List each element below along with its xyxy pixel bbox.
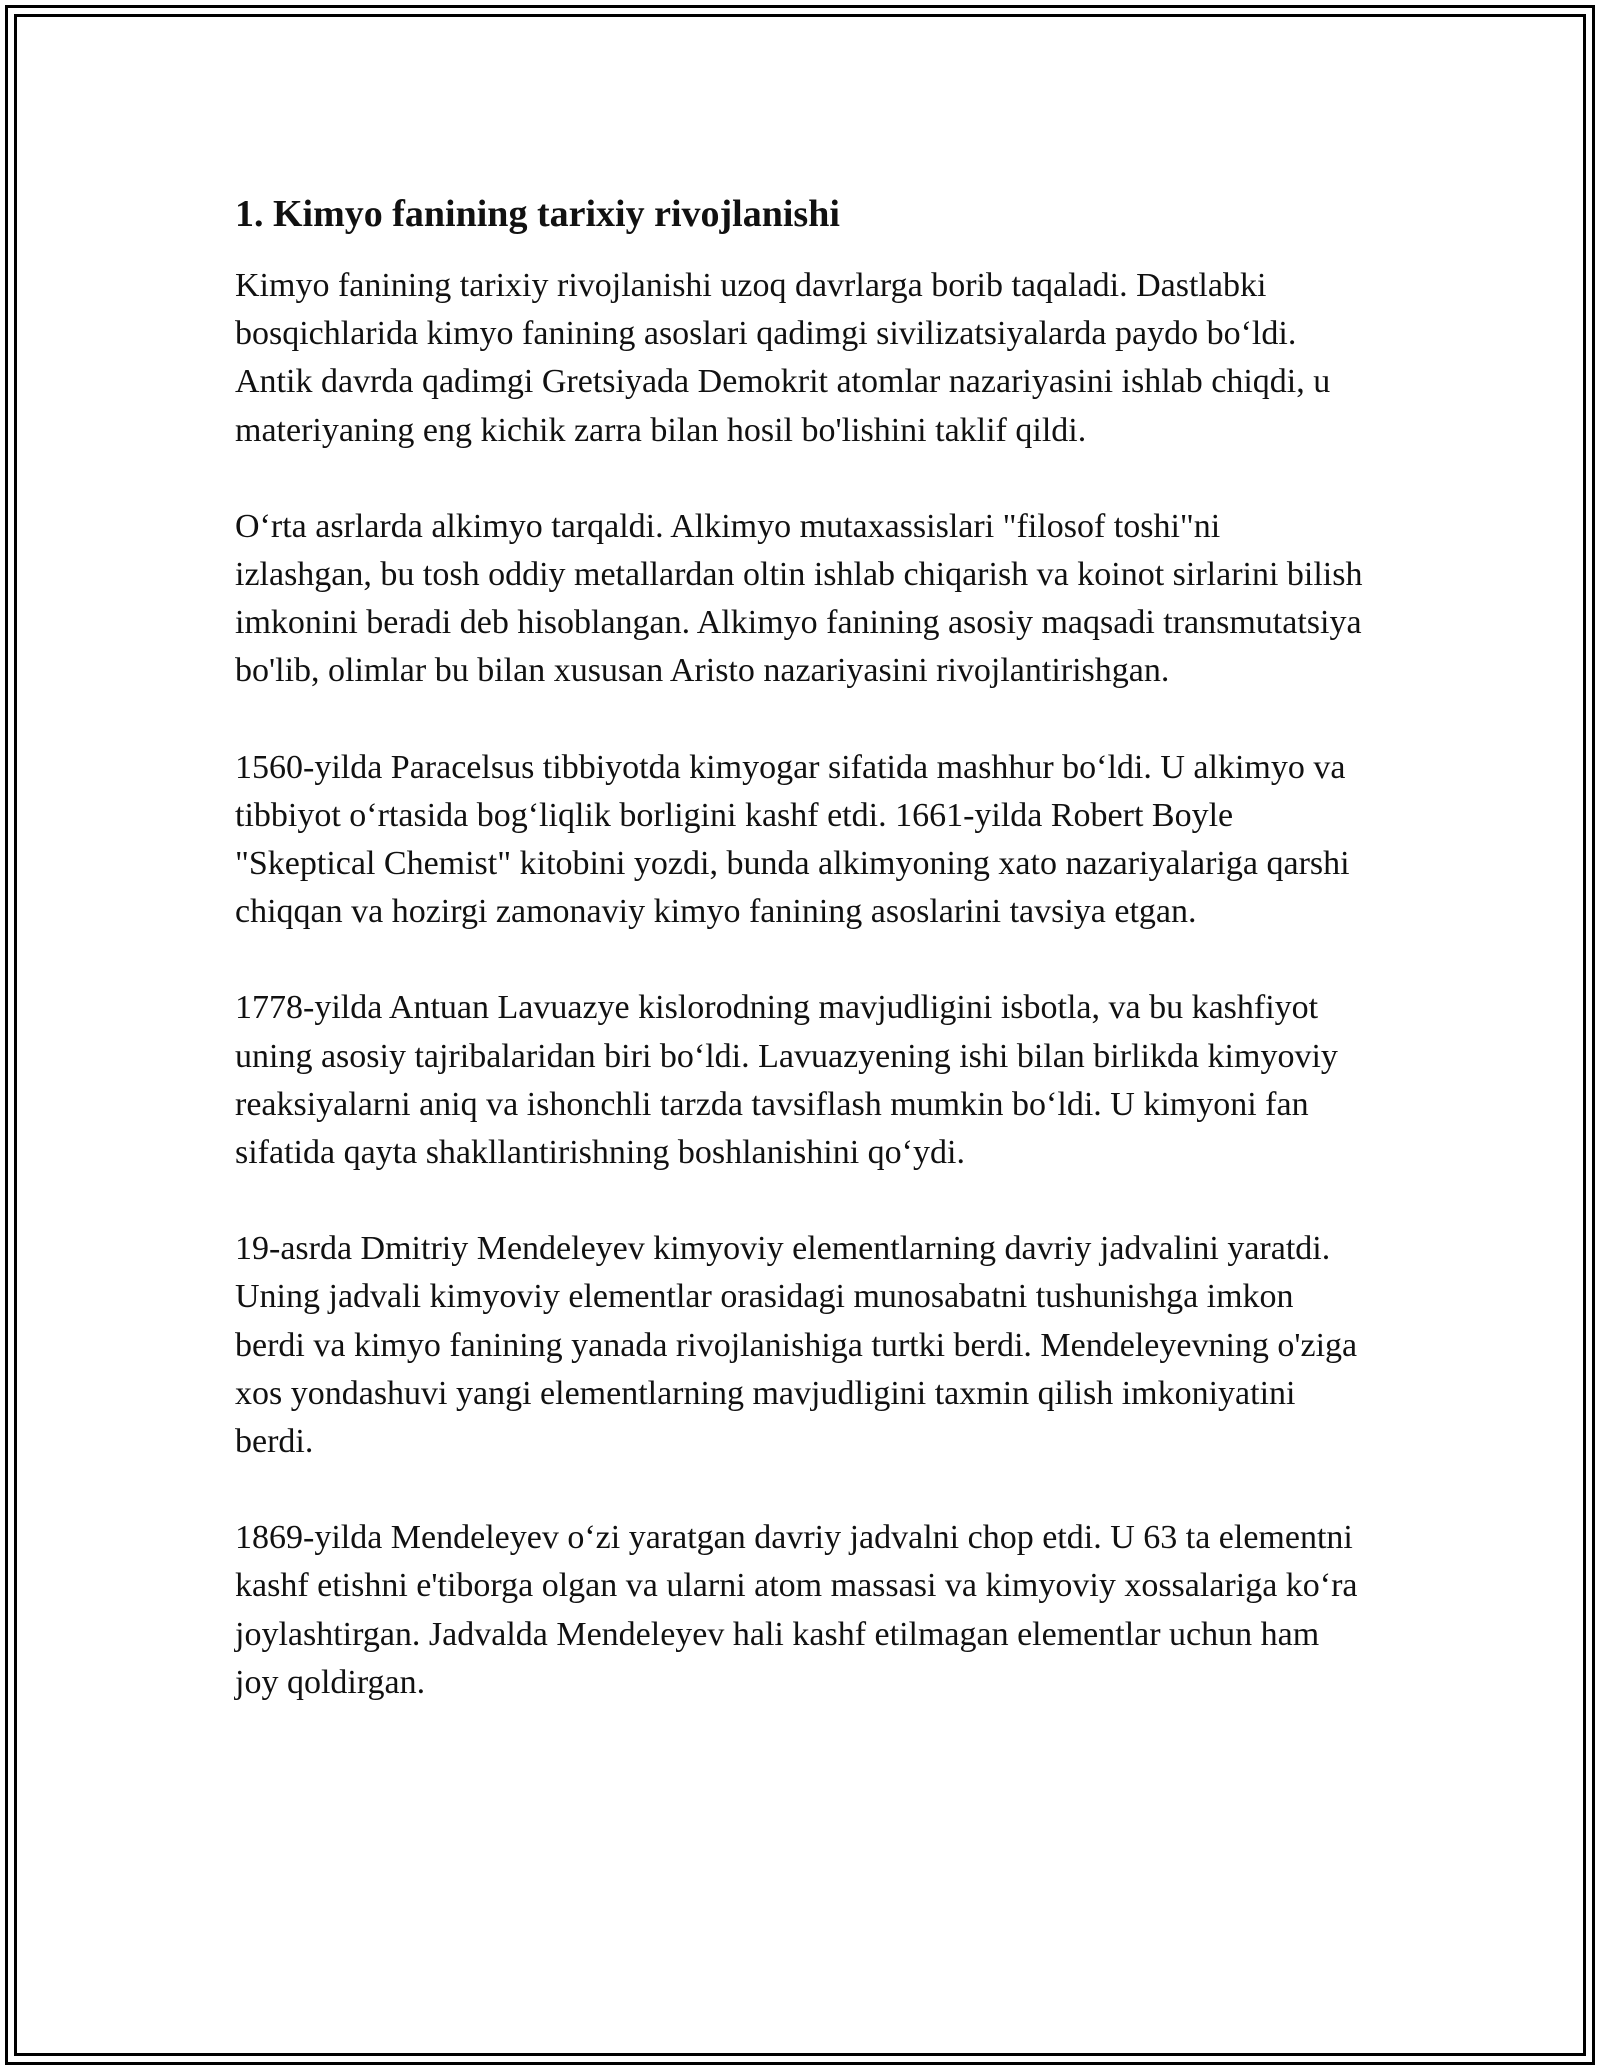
paragraph-alchemy: O‘rta asrlarda alkimyo tarqaldi. Alkimyo mutaxassislari "filosof toshi"ni izlashgan, bu tosh oddiy metallardan oltin ishlab chiqarish va koinot sirlarini bilish imkonini beradi deb hisoblangan. Alkimyo fanining asosiy maqsadi transmutatsiya bo'lib, olimlar bu bilan xususan Aristo nazariyasini rivojlantirishgan. <box>235 507 1363 690</box>
paragraph-mendeleev-1869: 1869-yilda Mendeleyev o‘zi yaratgan davriy jadvalni chop etdi. U 63 ta elementni kashf etishni e'tiborga olgan va ularni atom massasi va kimyoviy xossalariga ko‘ra joylashtirgan. Jadvalda Mendeleyev hali kashf etilmagan elementlar uchun ham joy qoldirgan. <box>235 1519 1358 1701</box>
paragraph-ancient-origins: Kimyo fanining tarixiy rivojlanishi uzoq davrlarga borib taqaladi. Dastlabki bosqichlarida kimyo fanining asoslari qadimgi sivilizatsiyalarda paydo bo‘ldi. Antik davrda qadimgi Gretsiyada Demokrit atomlar nazariyasini ishlab chiqdi, u materiyaning eng kichik zarra bilan hosil bo'lishini taklif qildi. <box>235 267 1331 449</box>
section-heading: 1. Kimyo fanining tarixiy rivojlanishi <box>235 193 840 235</box>
document-body <box>235 188 1365 1755</box>
paragraph-lavoisier: 1778-yilda Antuan Lavuazye kislorodning mavjudligini isbotla, va bu kashfiyot uning asosiy tajribalaridan biri bo‘ldi. Lavuazyening ishi bilan birlikda kimyoviy reaksiyalarni aniq va ishonchli tarzda tavsiflash mumkin bo‘ldi. U kimyoni fan sifatida qayta shakllantirishning boshlanishini qo‘ydi. <box>235 989 1338 1172</box>
paragraph-mendeleev-periodic-table: 19-asrda Dmitriy Mendeleyev kimyoviy elementlarning davriy jadvalini yaratdi. Uning jadvali kimyoviy elementlar orasidagi munosabatni tushunishga imkon berdi va kimyo fanining yanada rivojlanishiga turtki berdi. Mendeleyevning o'ziga xos yondashuvi yangi elementlarning mavjudligini taxmin qilish imkoniyatini berdi. <box>235 1230 1358 1461</box>
paragraph-paracelsus-boyle: 1560-yilda Paracelsus tibbiyotda kimyogar sifatida mashhur bo‘ldi. U alkimyo va tibbiyot o‘rtasida bog‘liqlik borligini kashf etdi. 1661-yilda Robert Boyle "Skeptical Chemist" kitobini yozdi, bunda alkimyoning xato nazariyalariga qarshi chiqqan va hozirgi zamonaviy kimyo fanining asoslarini tavsiya etgan. <box>235 748 1350 931</box>
